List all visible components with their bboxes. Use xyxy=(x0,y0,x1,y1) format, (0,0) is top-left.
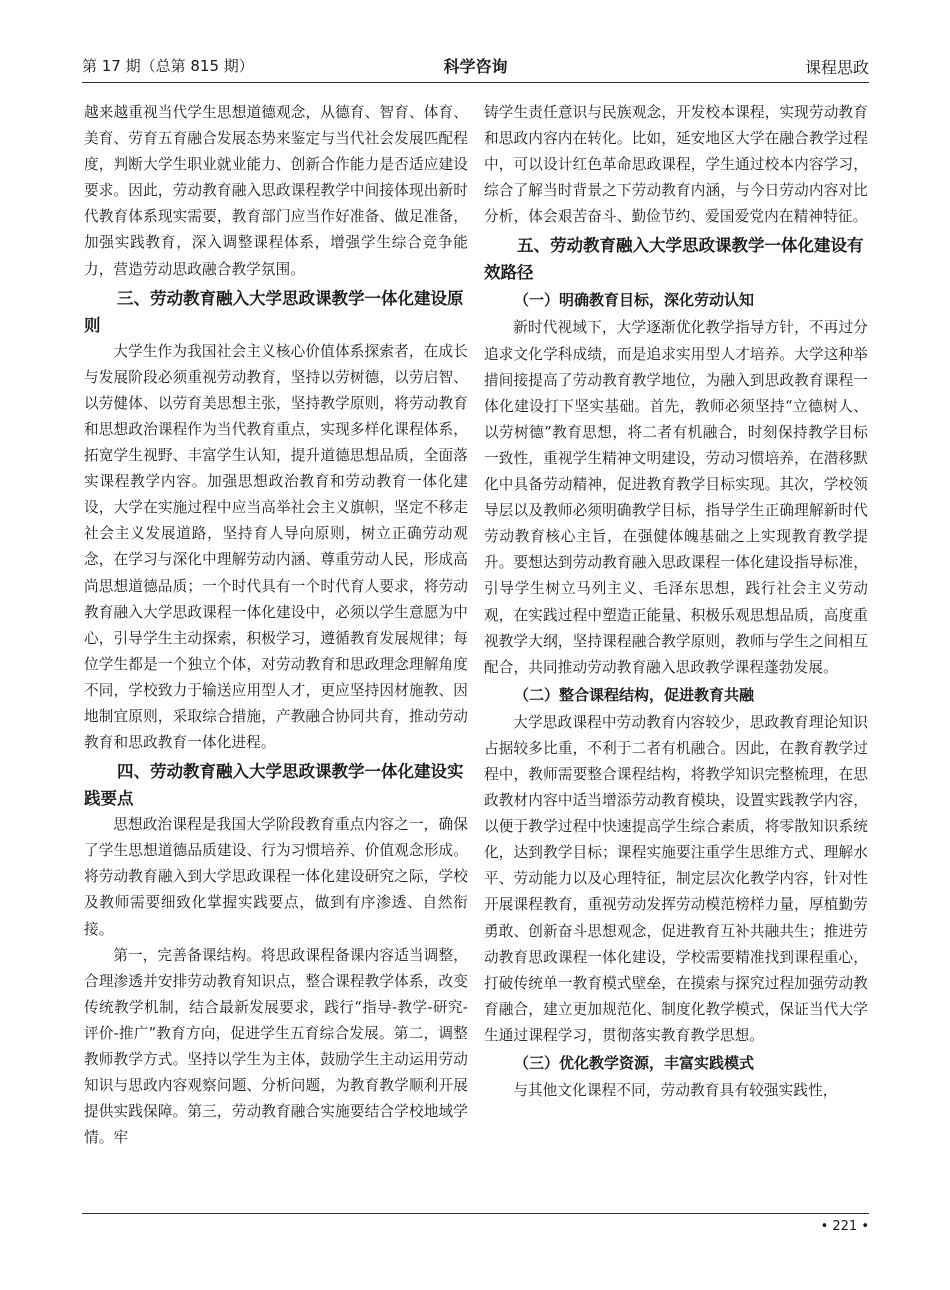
paragraph: 越来越重视当代学生思想道德观念，从德育、智育、体育、美育、劳育五育融合发展态势来鉴定与当代社会发展匹配程度，判断大学生职业就业能力、创新合作能力是否适应建设要求。因此，劳动教育融入思政课程教学中间接体现出新时代教育体系现实需要，教育部门应当作好准备、做足准备，加强实践教育，深入调整课程体系，增强学生综合竞争能力，营造劳动思政融合教学氛围。 xyxy=(84,104,468,278)
paragraph: 大学思政课程中劳动教育内容较少，思政教育理论知识占据较多比重，不利于二者有机融合。因此，在教育教学过程中，教师需要整合课程结构，将教学知识完整梳理，在思政教材内容中适当增添劳动教育模块，设置实践教学内容，以便于教学过程中快速提高学生综合素质，将零散知识系统化，达到教学目标；课程实施要注重学生思维方式、理解水平、劳动能力以及心理特征，制定层次化教学内容，针对性开展课程教育，重视劳动发挥劳动模范榜样力量，厚植勤劳勇敢、创新奋斗思想观念，促进教育互补共融共生；推进劳动教育思政课程一体化建设，学校需要精准找到课程重心，打破传统单一教育模式壁垒，在摸索与探究过程加强劳动教育融合，建立更加规范化、制度化教学模式，保证当代大学生通过课程学习，贯彻落实教育教学思想。 xyxy=(484,713,868,1044)
section-heading: 三、劳动教育融入大学思政课教学一体化建设原则 xyxy=(84,288,464,335)
paragraph: 铸学生责任意识与民族观念，开发校本课程，实现劳动教育和思政内容内在转化。比如，延安地区大学在融合教学过程中，可以设计红色革命思政课程，学生通过校本内容学习，综合了解当时背景之下劳动教育内涵，与今日劳动内容对比分析，体会艰苦奋斗、勤俭节约、爱国爱党内在精神特征。 xyxy=(484,104,868,226)
paragraph: 思想政治课程是我国大学阶段教育重点内容之一，确保了学生思想道德品质建设、行为习惯培养、价值观念形成。将劳动教育融入到大学思政课程一体化建设研究之际，学校及教师需要细致化掌握实践要点，做到有序渗透、自然衔接。 xyxy=(84,816,468,938)
paragraph: 新时代视域下，大学逐渐优化教学指导方针，不再过分追求文化学科成绩，而是追求实用型人才培养。大学这种举措间接提高了劳动教育教学地位，为融入到思政教育课程一体化建设打下坚实基础。首先，教师必须坚持“立德树人、以劳树德”教育思想，将二者有机融合，时刻保持教学目标一致性，重视学生精神文明建设，劳动习惯培养，在潜移默化中具备劳动精神，促进教育教学目标实现。其次，学校领导层以及教师必须明确教学目标，指导学生正确理解新时代劳动教育核心主旨，在强健体魄基础之上实现教育教学提升。要想达到劳动教育融入思政课程一体化建设指导标准，引导学生树立马列主义、毛泽东思想，践行社会主义劳动观，在实践过程中塑造正能量、积极乐观思想品质，高度重视教学大纲，坚持课程融合教学原则，教师与学生之间相互配合，共同推动劳动教育融入思政教学课程蓬勃发展。 xyxy=(484,319,868,676)
subsection-heading: （一）明确教育目标，深化劳动认知 xyxy=(514,291,755,310)
page-number: • 221 • xyxy=(820,1219,869,1234)
paragraph: 与其他文化课程不同，劳动教育具有较强实践性， xyxy=(513,1082,838,1099)
subsection-heading: （三）优化教学资源，丰富实践模式 xyxy=(514,1054,755,1072)
footer-divider xyxy=(82,1213,869,1214)
section-heading: 四、劳动教育融入大学思政课教学一体化建设实践要点 xyxy=(84,762,464,809)
issue-number: 第 17 期（总第 815 期） xyxy=(82,57,254,75)
left-column xyxy=(84,100,468,1151)
journal-title: 科学咨询 xyxy=(443,57,508,76)
paragraph: 第一，完善备课结构。将思政课程备课内容适当调整，合理渗透并安排劳动教育知识点，整合课程教学体系，改变传统教学机制，结合最新发展要求，践行“指导-教学-研究-评价-推广”教育方向，促进学生五育综合发展。第二，调整教师教学方式。坚持以学生为主体，鼓励学生主动运用劳动知识与思政内容观察问题、分析问题，为教育教学顺利开展提供实践保障。第三，劳动教育融合实施要结合学校地域学情。牢 xyxy=(84,946,468,1147)
paragraph: 大学生作为我国社会主义核心价值体系探索者，在成长与发展阶段必须重视劳动教育，坚持以劳树德，以劳启智、以劳健体、以劳育美思想主张，坚持教学原则，将劳动教育和思想政治课程作为当代教育重点，实现多样化课程体系，拓宽学生视野、丰富学生认知，提升道德思想品质，全面落实课程教学内容。加强思想政治教育和劳动教育一体化建设，大学在实施过程中应当高举社会主义旗帜，坚定不移走社会主义发展道路，坚持育人导向原则，树立正确劳动观念，在学习与深化中理解劳动内涵、尊重劳动人民，形成高尚思想道德品质；一个时代具有一个时代育人要求，将劳动教育融入大学思政课程一体化建设中，必须以学生意愿为中心，引导学生主动探索，积极学习，遵循教育发展规律；每位学生都是一个独立个体，对劳动教育和思政理念理解角度不同，学校致力于输送应用型人才，更应坚持因材施教、因地制宜原则，采取综合措施，产教融合协同共育，推动劳动教育和思政教育一体化进程。 xyxy=(84,342,468,752)
right-column xyxy=(484,100,868,1104)
section-heading: 五、劳动教育融入大学思政课教学一体化建设有效路径 xyxy=(484,236,864,283)
section-name: 课程思政 xyxy=(804,58,869,77)
running-header xyxy=(82,48,869,83)
subsection-heading: （二）整合课程结构，促进教育共融 xyxy=(514,685,755,704)
